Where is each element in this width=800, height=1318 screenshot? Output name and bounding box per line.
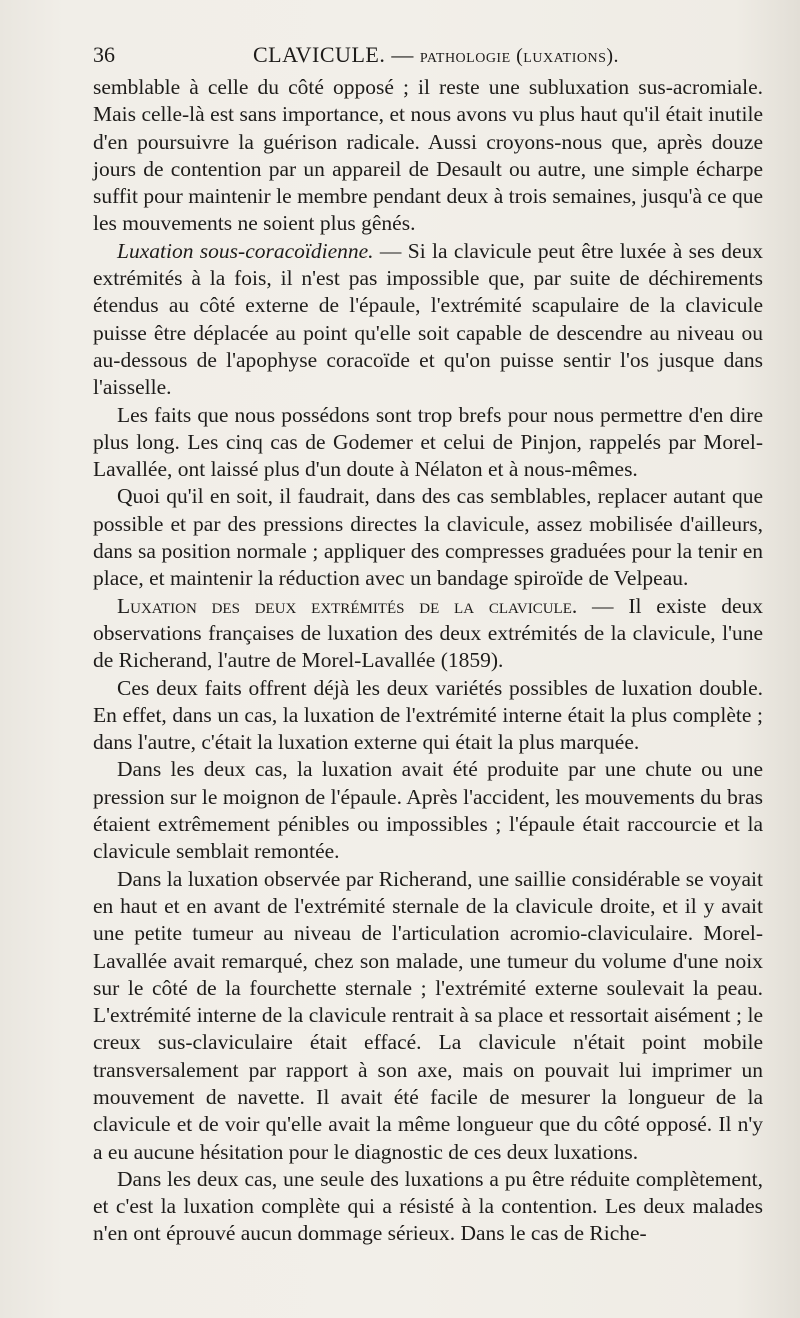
section-heading: Luxation des deux extrémités de la clavicule. xyxy=(117,593,578,618)
paragraph-p6 xyxy=(93,675,763,757)
page-number: 36 xyxy=(93,42,115,67)
paragraph-text: — Il existe deux observations françaises de luxation des deux extrémités de la clavicule, l'une de Richerand, l'autre de Morel-Lavallée (1859). xyxy=(93,593,763,673)
paragraph-text: — Si la clavicule peut être luxée à ses deux extrémités à la fois, il n'est pas impossible que, par suite de déchirements étendus au côté externe de l'épaule, l'extrémité scapulaire de la clavicule puisse être déplacée au point qu'elle soit capable de descendre au niveau ou au-dessous de l'apophyse coracoïde et qu'on puisse sentir l'os jusque dans l'aisselle. xyxy=(93,238,764,400)
running-title: CLAVICULE. — pathologie (luxations). xyxy=(253,42,620,67)
paragraph-text: Dans la luxation observée par Richerand, une saillie considérable se voyait en haut et en avant de l'extrémité sternale de la clavicule droite, et il y avait une petite tumeur au niveau de l'articulation acromio-claviculaire. Morel-Lavallée avait remarqué, chez son malade, une tumeur du volume d'une noix sur le côté de la fourchette sternale ; l'extrémité externe soulevait la peau. L'extrémité interne de la clavicule rentrait à sa place et ressortait aisément ; le creux sus-claviculaire était effacé. La clavicule n'était point mobile transversalement par rapport à son axe, mais on pouvait lui imprimer un mouvement de navette. Il avait été facile de mesurer la longueur de la clavicule et de voir qu'elle avait la même longueur que du côté opposé. Il n'y a eu aucune hésitation pour le diagnostic de ces deux luxations. xyxy=(93,866,763,1164)
paragraph-p8 xyxy=(93,866,763,1166)
paragraph-p2 xyxy=(93,238,763,402)
paragraph-p3 xyxy=(93,402,763,484)
page-body xyxy=(93,74,763,1248)
paragraph-text: semblable à celle du côté opposé ; il reste une subluxation sus-acromiale. Mais celle-là est sans importance, et nous avons vu plus haut qu'il était inutile d'en poursuivre la guérison radicale. Aussi croyons-nous que, après douze jours de contention par un appareil de Desault ou autre, une simple écharpe suffit pour maintenir le membre pendant deux à trois semaines, jusqu'à ce que les mouvements ne soient plus gênés. xyxy=(93,75,763,236)
paragraph-p5 xyxy=(93,593,763,675)
paragraph-p9 xyxy=(93,1166,763,1248)
paragraph-text: Ces deux faits offrent déjà les deux variétés possibles de luxation double. En effet, dans un cas, la luxation de l'extrémité interne était la plus complète ; dans l'autre, c'était la luxation externe qui était la plus marquée. xyxy=(93,675,763,755)
section-heading: Luxation sous-coracoïdienne. xyxy=(117,238,374,263)
paragraph-text: Les faits que nous possédons sont trop brefs pour nous permettre d'en dire plus long. Les cinq cas de Godemer et celui de Pinjon, rappelés par Morel-Lavallée, ont laissé plus d'un doute à Nélaton et à nous-mêmes. xyxy=(93,402,763,482)
page-header xyxy=(93,40,763,70)
paragraph-p1 xyxy=(93,74,763,238)
paragraph-text: Dans les deux cas, une seule des luxations a pu être réduite complètement, et c'est la luxation complète qui a résisté à la contention. Les deux malades n'en ont éprouvé aucun dommage sérieux. Dans le cas de Riche- xyxy=(93,1166,763,1246)
paragraph-text: Quoi qu'il en soit, il faudrait, dans des cas semblables, replacer autant que possible et par des pressions directes la clavicule, assez mobilisée d'ailleurs, dans sa position normale ; appliquer des compresses graduées pour la tenir en place, et maintenir la réduction avec un bandage spiroïde de Velpeau. xyxy=(93,484,763,591)
paragraph-p7 xyxy=(93,756,763,865)
paragraph-p4 xyxy=(93,483,763,592)
paragraph-text: Dans les deux cas, la luxation avait été produite par une chute ou une pression sur le moignon de l'épaule. Après l'accident, les mouvements du bras étaient extrêmement pénibles ou impossibles ; l'épaule était raccourcie et la clavicule semblait remontée. xyxy=(93,757,763,864)
